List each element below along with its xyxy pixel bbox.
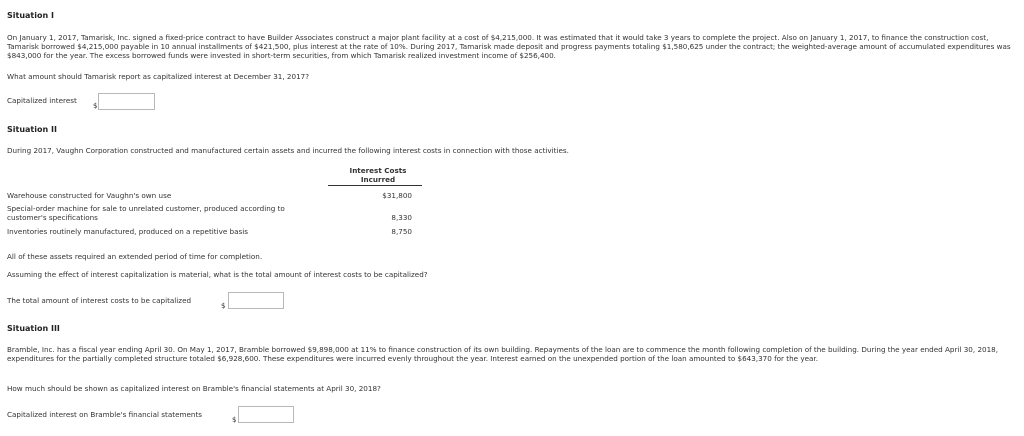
bramble-capitalized-interest-input[interactable] bbox=[238, 406, 294, 423]
total-interest-capitalized-input[interactable] bbox=[228, 292, 284, 309]
situation-2-currency: $ bbox=[221, 302, 226, 310]
situation-2-question: Assuming the effect of interest capitalization is material, what is the total amount of interest costs to be capitalized? bbox=[7, 270, 428, 279]
situation-2-answer-label: The total amount of interest costs to be capitalized bbox=[7, 296, 192, 305]
table-row-value: 8,330 bbox=[391, 213, 412, 222]
situation-3-paragraph: Bramble, Inc. has a fiscal year ending April 30. On May 1, 2017, Bramble borrowed $9,898,000 at 11% to finance construction of its own building. Repayments of the loan are to commence the month following completion of the building. During the year ended April 30, 2018, expenditures for the partially completed structure totaled $6,928,600. These expenditures were incurred evenly throughout the year. Interest earned on the unexpended portion of the loan amounted to $643,370 for the year. bbox=[7, 345, 999, 363]
table-row-label: Warehouse constructed for Vaughn's own use bbox=[7, 191, 172, 200]
situation-3-currency: $ bbox=[232, 416, 237, 424]
situation-1-answer-label: Capitalized interest bbox=[7, 96, 77, 105]
capitalized-interest-input[interactable] bbox=[98, 93, 155, 110]
situation-1-heading: Situation I bbox=[7, 11, 54, 20]
table-row-value: $31,800 bbox=[382, 191, 412, 200]
column-header-rule bbox=[328, 185, 422, 186]
interest-costs-column-header: Interest Costs Incurred bbox=[349, 166, 407, 184]
table-row-value: 8,750 bbox=[391, 227, 412, 236]
situation-1-paragraph: On January 1, 2017, Tamarisk, Inc. signed a fixed-price contract to have Builder Associates construct a major plant facility at a cost of $4,215,000. It was estimated that it would take 3 years to complete the project. Also on January 1, 2017, to finance the construction cost, Tamarisk borrowed $4,215,000 payable in 10 annual installments of $421,500, plus interest at the rate of 10%. During 2017, Tamarisk made deposit and progress payments totaling $1,580,625 under the contract; the weighted-average amount of accumulated expenditures was $843,000 for the year. The excess borrowed funds were invested in short-term securities, from which Tamarisk realized investment income of $256,400. bbox=[7, 33, 1011, 60]
situation-1-question: What amount should Tamarisk report as capitalized interest at December 31, 2017? bbox=[7, 72, 310, 81]
situation-1-currency: $ bbox=[93, 102, 98, 110]
situation-2-note: All of these assets required an extended period of time for completion. bbox=[7, 252, 263, 261]
situation-2-intro: During 2017, Vaughn Corporation constructed and manufactured certain assets and incurred the following interest costs in connection with those activities. bbox=[7, 146, 569, 155]
table-row-label: Special-order machine for sale to unrelated customer, produced according to customer's specifications bbox=[7, 204, 285, 222]
situation-2-heading: Situation II bbox=[7, 125, 57, 134]
situation-3-heading: Situation III bbox=[7, 324, 60, 333]
table-row-label: Inventories routinely manufactured, produced on a repetitive basis bbox=[7, 227, 248, 236]
situation-3-question: How much should be shown as capitalized interest on Bramble's financial statements at April 30, 2018? bbox=[7, 384, 381, 393]
situation-3-answer-label: Capitalized interest on Bramble's financial statements bbox=[7, 410, 203, 419]
